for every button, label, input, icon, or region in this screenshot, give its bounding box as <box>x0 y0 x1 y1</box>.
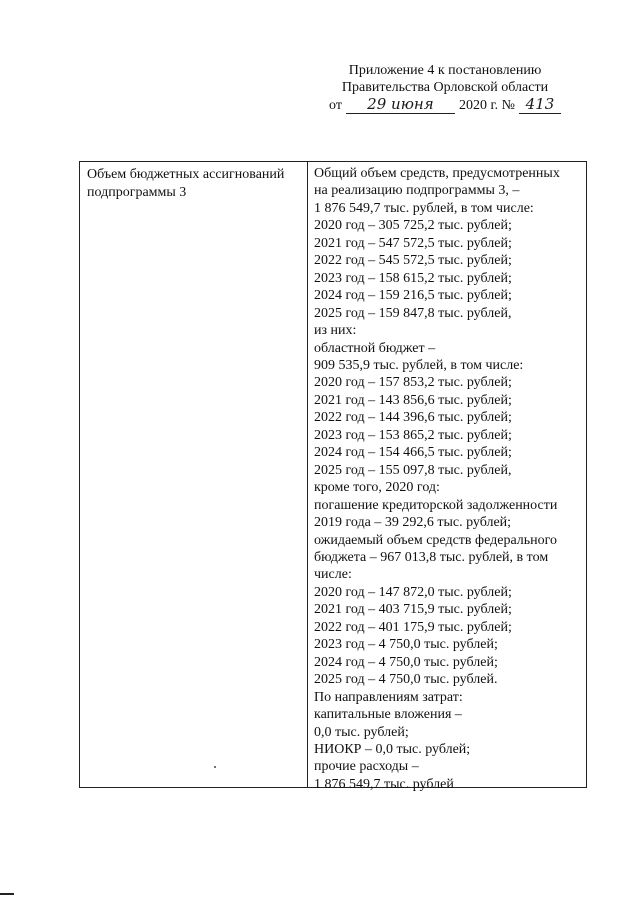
right-cell-line: капитальные вложения – <box>314 707 462 723</box>
right-cell-line: 2021 год – 547 572,5 тыс. рублей; <box>314 235 512 251</box>
budget-table <box>79 161 587 792</box>
right-cell-line: По направлениям затрат: <box>314 689 463 705</box>
right-cell-line: 2020 год – 157 853,2 тыс. рублей; <box>314 375 512 391</box>
right-cell-line: 2021 год – 143 856,6 тыс. рублей; <box>314 392 512 408</box>
right-cell-line: 0,0 тыс. рублей; <box>314 724 409 740</box>
date-suffix: 2020 г. № <box>458 98 515 113</box>
right-cell-line: из них: <box>314 323 357 339</box>
right-cell-line: 2024 год – 4 750,0 тыс. рублей; <box>314 654 498 670</box>
right-cell-line: 2019 года – 39 292,6 тыс. рублей; <box>314 515 512 531</box>
right-cell-line: кроме того, 2020 год: <box>314 480 440 496</box>
right-cell-line: ожидаемый объем средств федерального <box>314 532 558 548</box>
right-cell-line: 2022 год – 401 175,9 тыс. рублей; <box>314 619 512 635</box>
left-cell-line: подпрограммы 3 <box>87 184 187 200</box>
handwritten-date: 29 июня <box>346 96 455 114</box>
table-right-cell <box>308 162 586 792</box>
right-cell-line: на реализацию подпрограммы 3, – <box>314 183 520 199</box>
table-left-cell <box>80 162 308 787</box>
right-cell-line: числе: <box>314 567 352 583</box>
right-cell-line: 2023 год – 153 865,2 тыс. рублей; <box>314 427 512 443</box>
right-cell-line: 2023 год – 4 750,0 тыс. рублей; <box>314 637 498 653</box>
left-cell-line: Объем бюджетных ассигнований <box>87 167 285 182</box>
appendix-issuer: Правительства Орловской области <box>341 80 549 95</box>
right-cell-line: Общий объем средств, предусмотренных <box>314 166 560 181</box>
right-cell-line: 2020 год – 305 725,2 тыс. рублей; <box>314 218 512 234</box>
appendix-date-line <box>300 96 590 114</box>
right-cell-line: 2022 год – 545 572,5 тыс. рублей; <box>314 253 512 269</box>
appendix-title: Приложение 4 к постановлению <box>348 63 542 78</box>
right-cell-line: 2023 год – 158 615,2 тыс. рублей; <box>314 270 512 286</box>
right-cell-line: прочие расходы – <box>314 759 419 775</box>
right-cell-line: НИОКР – 0,0 тыс. рублей; <box>314 741 471 757</box>
right-cell-line: 2022 год – 144 396,6 тыс. рублей; <box>314 410 512 426</box>
right-cell-line: 2025 год – 4 750,0 тыс. рублей. <box>314 672 498 688</box>
right-cell-line: погашение кредиторской задолженности <box>314 497 558 513</box>
right-cell-line: 2021 год – 403 715,9 тыс. рублей; <box>314 602 512 618</box>
right-cell-line: 2024 год – 154 466,5 тыс. рублей; <box>314 445 512 461</box>
right-cell-line: 2025 год – 159 847,8 тыс. рублей, <box>314 305 512 321</box>
scan-speck <box>214 766 216 768</box>
right-cell-line: 1 876 549,7 тыс. рублей <box>314 776 454 792</box>
right-cell-line: 2020 год – 147 872,0 тыс. рублей; <box>314 584 512 600</box>
right-cell-line: 2025 год – 155 097,8 тыс. рублей, <box>314 462 512 478</box>
scan-margin-mark <box>0 893 14 895</box>
right-cell-line: областной бюджет – <box>314 340 436 356</box>
right-cell-line: 909 535,9 тыс. рублей, в том числе: <box>314 357 524 373</box>
right-cell-line: 2024 год – 159 216,5 тыс. рублей; <box>314 288 512 304</box>
right-cell-line: бюджета – 967 013,8 тыс. рублей, в том <box>314 549 549 565</box>
date-prefix: от <box>329 98 342 113</box>
right-cell-line: 1 876 549,7 тыс. рублей, в том числе: <box>314 200 534 216</box>
document-header <box>300 62 590 114</box>
handwritten-doc-number: 413 <box>519 96 561 114</box>
